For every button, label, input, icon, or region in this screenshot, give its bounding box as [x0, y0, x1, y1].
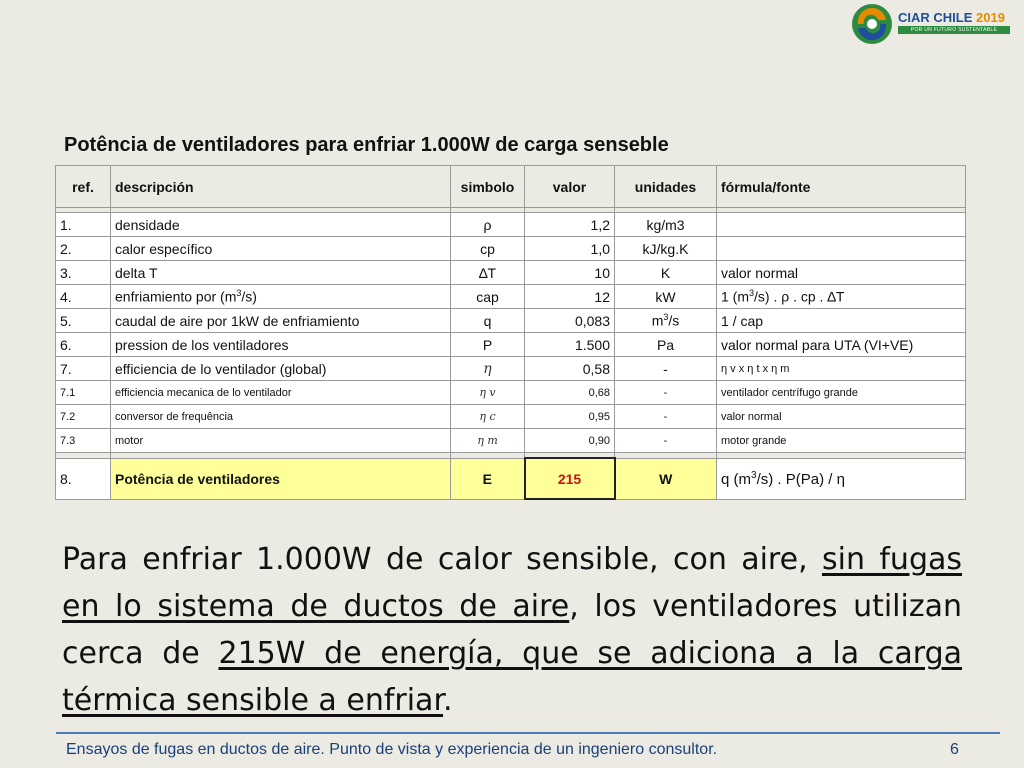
table-row: [56, 309, 966, 333]
header-ref: ref.: [56, 166, 111, 208]
underlined-phrase: sin fugas en lo sistema de ductos de aire: [62, 542, 962, 624]
cell-val: 0,083: [525, 309, 615, 333]
cell-val: 1,2: [525, 213, 615, 237]
cell-sym: ∆T: [451, 261, 525, 285]
cell-sym: ρ: [451, 213, 525, 237]
cell-formula: 1 $(m^3/s)$ . ρ . cp . ∆T: [717, 285, 966, 309]
cell-unit: K: [615, 261, 717, 285]
table-row: [56, 405, 966, 429]
cell-val: 0,58: [525, 357, 615, 381]
cell-formula: valor normal: [717, 261, 966, 285]
cell-desc: efficiencia mecanica de lo ventilador: [111, 381, 451, 405]
cell-unit: -: [615, 429, 717, 453]
cell-unit: $m^3/s$: [615, 309, 717, 333]
cell-sym: P: [451, 333, 525, 357]
cell-desc: densidade: [111, 213, 451, 237]
cell-desc: motor: [111, 429, 451, 453]
table-row: [56, 213, 966, 237]
cell-unit: -: [615, 381, 717, 405]
cell-formula: 1 / cap: [717, 309, 966, 333]
cell-ref: 6.: [56, 333, 111, 357]
cell-ref: 4.: [56, 285, 111, 309]
cell-ref: 5.: [56, 309, 111, 333]
cell-sym: η c: [451, 405, 525, 429]
header-valor: valor: [525, 166, 615, 208]
underlined-phrase: 215W de energía, que se adiciona a la carga térmica sensible a enfriar: [62, 636, 962, 718]
cell-val: 1.500: [525, 333, 615, 357]
footer-text: Ensayos de fugas en ductos de aire. Punto de vista y experiencia de un ingeniero consultor.: [66, 741, 718, 758]
cell-sym: η: [451, 357, 525, 381]
header-unidades: unidades: [615, 166, 717, 208]
cell-val: 10: [525, 261, 615, 285]
table-row: [56, 237, 966, 261]
cell-formula: motor grande: [717, 429, 966, 453]
table-row: [56, 261, 966, 285]
page-number: 6: [950, 741, 959, 758]
cell-ref: 1.: [56, 213, 111, 237]
cell-unit: kW: [615, 285, 717, 309]
table-row: [56, 285, 966, 309]
cell-desc: conversor de frequência: [111, 405, 451, 429]
cell-desc: Potência de ventiladores: [111, 458, 451, 499]
cell-formula: q $(m^3/s)$ . P(Pa) / η: [717, 458, 966, 499]
cell-ref: 3.: [56, 261, 111, 285]
cell-sym: η v: [451, 381, 525, 405]
cell-ref: 7.3: [56, 429, 111, 453]
header-descripcion: descripción: [111, 166, 451, 208]
cell-formula: [717, 213, 966, 237]
cell-formula: η v x η t x η m: [717, 357, 966, 381]
table-row-result: [56, 458, 966, 499]
cell-val: 0,68: [525, 381, 615, 405]
cell-desc: delta T: [111, 261, 451, 285]
cell-formula: valor normal: [717, 405, 966, 429]
cell-sym: E: [451, 458, 525, 499]
cell-desc: calor específico: [111, 237, 451, 261]
table-row: [56, 381, 966, 405]
table-title: Potência de ventiladores para enfriar 1.000W de carga senseble: [64, 134, 669, 156]
table-row: [56, 333, 966, 357]
cell-unit: kg/m3: [615, 213, 717, 237]
ciar-swirl-icon: [850, 2, 894, 46]
logo-brand: CIAR CHILE 2019: [898, 10, 1005, 25]
cell-ref: 7.: [56, 357, 111, 381]
cell-sym: η m: [451, 429, 525, 453]
cell-desc: pression de los ventiladores: [111, 333, 451, 357]
cell-val: 0,95: [525, 405, 615, 429]
header-formula: fórmula/fonte: [717, 166, 966, 208]
cell-unit: kJ/kg.K: [615, 237, 717, 261]
result-value: 215: [525, 458, 615, 499]
summary-paragraph: Para enfriar 1.000W de calor sensible, con aire, sin fugas en lo sistema de ductos de aire, los ventiladores utilizan cerca de 215W de energía, que se adiciona a la carga térmica sensible a enfriar.: [62, 542, 962, 718]
cell-desc: enfriamiento por $(m^3/s)$: [111, 285, 451, 309]
cell-formula: valor normal para UTA (VI+VE): [717, 333, 966, 357]
cell-formula: [717, 237, 966, 261]
cell-ref: 7.1: [56, 381, 111, 405]
table-header-row: [56, 166, 966, 208]
table-row: [56, 429, 966, 453]
ciar-logo: [850, 2, 1020, 46]
cell-unit: Pa: [615, 333, 717, 357]
cell-unit: W: [615, 458, 717, 499]
logo-tagline: POR UN FUTURO SUSTENTABLE: [898, 26, 1010, 34]
table-row: [56, 357, 966, 381]
cell-val: 0,90: [525, 429, 615, 453]
fan-power-table: [55, 165, 966, 500]
cell-val: 1,0: [525, 237, 615, 261]
cell-unit: -: [615, 357, 717, 381]
cell-unit: -: [615, 405, 717, 429]
cell-sym: cap: [451, 285, 525, 309]
cell-ref: 7.2: [56, 405, 111, 429]
header-simbolo: simbolo: [451, 166, 525, 208]
footer-rule: [56, 732, 1000, 734]
cell-ref: 2.: [56, 237, 111, 261]
cell-ref: 8.: [56, 458, 111, 499]
cell-val: 12: [525, 285, 615, 309]
cell-formula: ventilador centrífugo grande: [717, 381, 966, 405]
cell-desc: efficiencia de lo ventilador (global): [111, 357, 451, 381]
cell-sym: cp: [451, 237, 525, 261]
cell-desc: caudal de aire por 1kW de enfriamiento: [111, 309, 451, 333]
cell-sym: q: [451, 309, 525, 333]
